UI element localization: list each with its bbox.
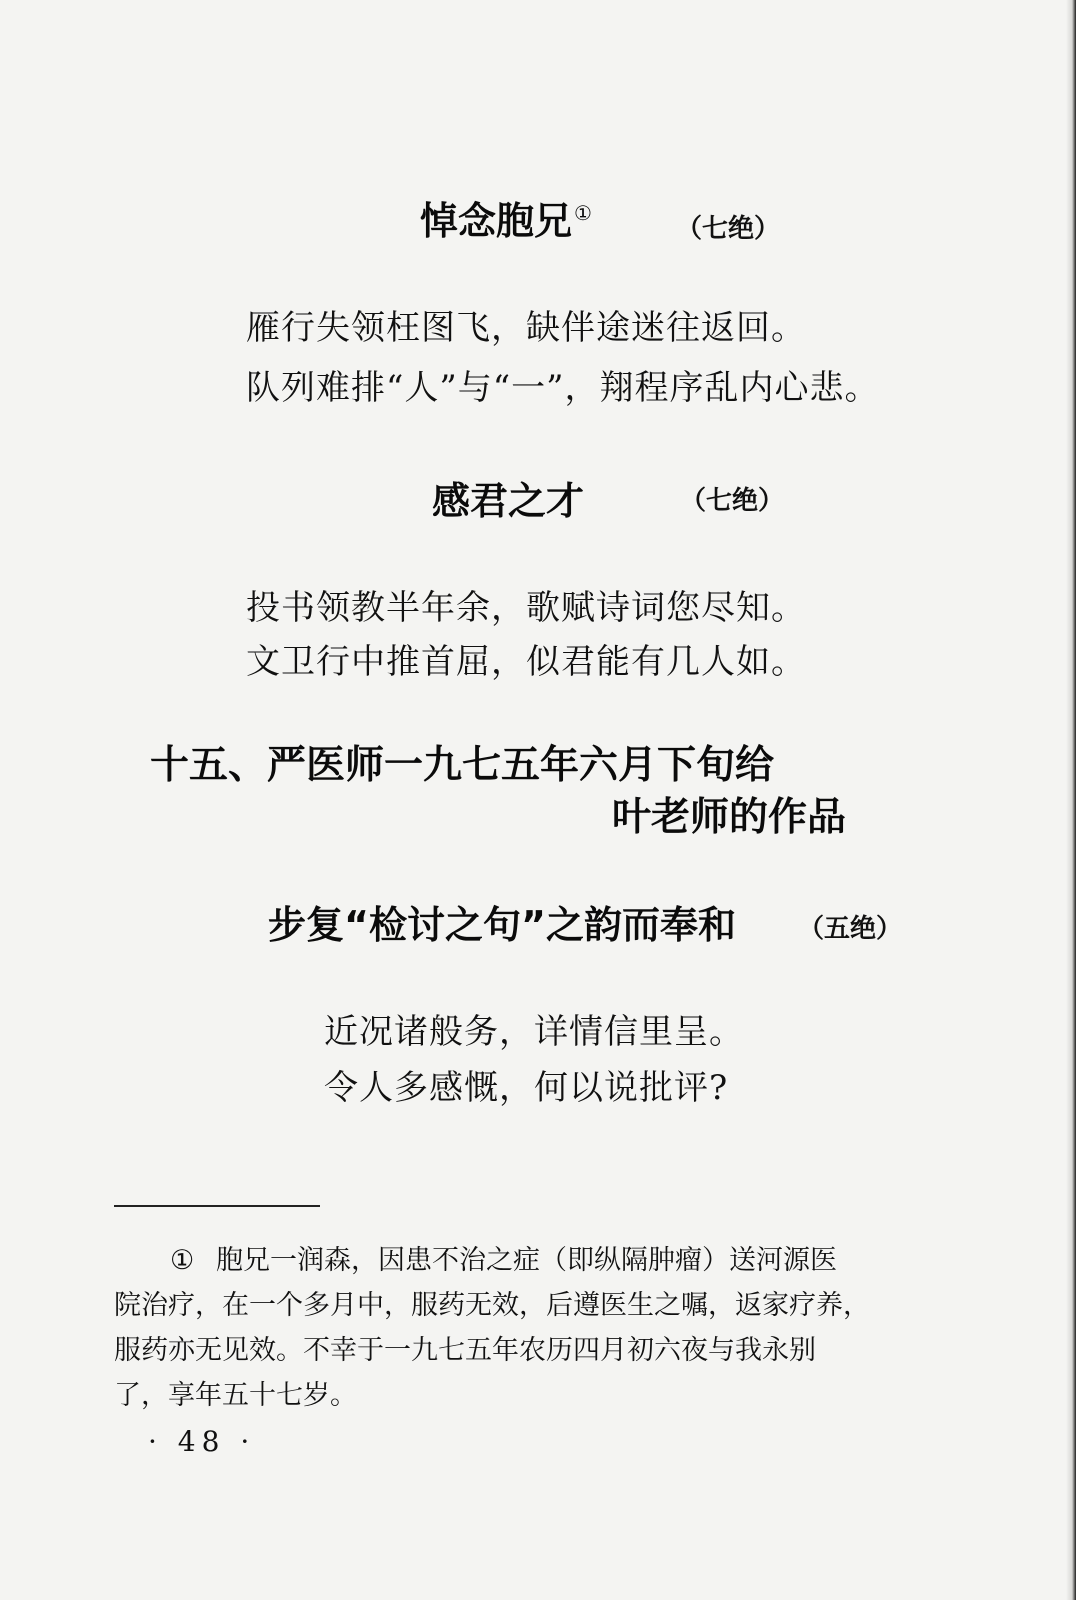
page-edge-shadow — [1066, 0, 1076, 1600]
footnote-reference: ① — [574, 201, 592, 226]
poem-title — [420, 190, 592, 245]
footnote-divider — [114, 1205, 320, 1207]
verse-line: 文卫行中推首屈，似君能有几人如。 — [246, 642, 806, 682]
verse-line: 雁行失领枉图飞，缺伴途迷往返回。 — [246, 308, 806, 348]
poem-title: 感君之才 — [432, 479, 585, 523]
poem-title-text: 悼念胞兄 — [420, 199, 573, 243]
verse-line: 队列难排“人”与“一”，翔程序乱内心悲。 — [246, 368, 880, 408]
verse-line: 投书领教半年余，歌赋诗词您尽知。 — [246, 588, 806, 628]
page-number: · 48 · — [148, 1425, 256, 1458]
poem-title: 步复“检讨之句”之韵而奉和 — [268, 903, 736, 947]
section-heading: 十五、严医师一九七五年六月下旬给 — [150, 743, 775, 788]
footnote-text: 胞兄一润森，因患不治之症（即纵隔肿瘤）送河源医 — [216, 1245, 837, 1276]
footnote-line: 服药亦无见效。不幸于一九七五年农历四月初六夜与我永别 — [114, 1335, 816, 1366]
verse-line: 近况诸般务，详情信里呈。 — [324, 1012, 744, 1052]
footnote-line: 了，享年五十七岁。 — [114, 1380, 357, 1411]
footnote — [114, 1238, 954, 1418]
footnote-mark: ① — [170, 1245, 195, 1276]
poem-form-label: （七绝） — [676, 214, 781, 244]
footnote-line: 院治疗，在一个多月中，服药无效，后遵医生之嘱，返家疗养， — [114, 1290, 870, 1321]
verse-line: 令人多感慨，何以说批评? — [324, 1068, 729, 1108]
footnote-line — [114, 1238, 954, 1283]
poem-form-label: （七绝） — [680, 486, 785, 516]
section-heading-continued: 叶老师的作品 — [612, 795, 847, 840]
poem-form-label: （五绝） — [798, 914, 903, 944]
